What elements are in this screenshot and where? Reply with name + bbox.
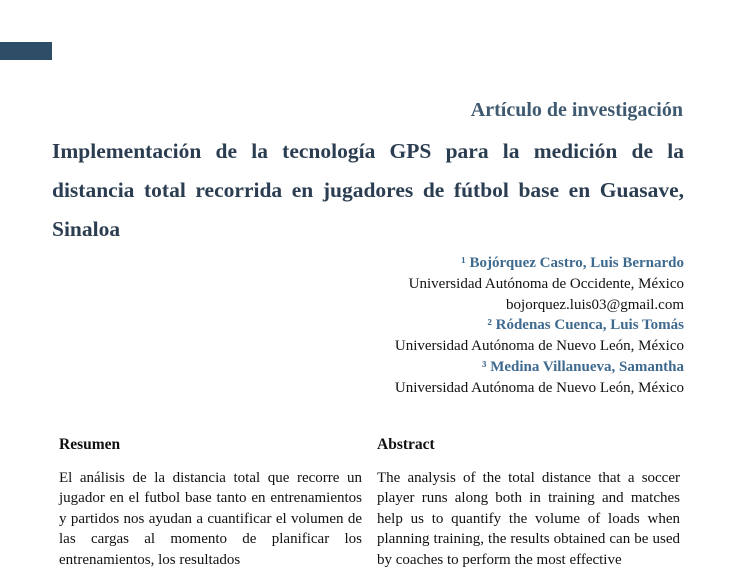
- author-3-affiliation: Universidad Autónoma de Nuevo León, México: [394, 379, 684, 396]
- section-label: Artículo de investigación: [470, 99, 683, 121]
- abstract-heading: Abstract: [377, 436, 435, 453]
- author-1-email[interactable]: bojorquez.luis03@gmail.com: [506, 296, 684, 313]
- author-1-name: ¹ Bojórquez Castro, Luis Bernardo: [461, 255, 684, 271]
- resumen-text: El análisis de la distancia total que recorre un jugador en el futbol base tanto en entrenamientos y partidos nos ayudan a cuantificar el volumen de las cargas al momento de planificar los entrenamientos, los resultados: [59, 470, 362, 568]
- author-1-affiliation: Universidad Autónoma de Occidente, México: [408, 275, 684, 292]
- author-3-name: ³ Medina Villanueva, Samantha: [481, 358, 684, 375]
- header-accent-bar: [0, 42, 52, 60]
- resumen-heading: Resumen: [59, 436, 121, 453]
- author-2-name: ² Ródenas Cuenca, Luis Tomás: [487, 317, 684, 334]
- article-title: Implementación de la tecnología GPS para la medición de la distancia total recorrida en jugadores de fútbol base en Guasave, Sinaloa: [52, 139, 684, 241]
- author-block: [395, 253, 684, 399]
- author-2-affiliation: Universidad Autónoma de Nuevo León, México: [394, 338, 684, 355]
- abstract-text: The analysis of the total distance that a soccer player runs along both in training and matches help us to quantify the volume of loads when planning training, the results obtained can be used by coaches to perform the most effective: [377, 470, 680, 568]
